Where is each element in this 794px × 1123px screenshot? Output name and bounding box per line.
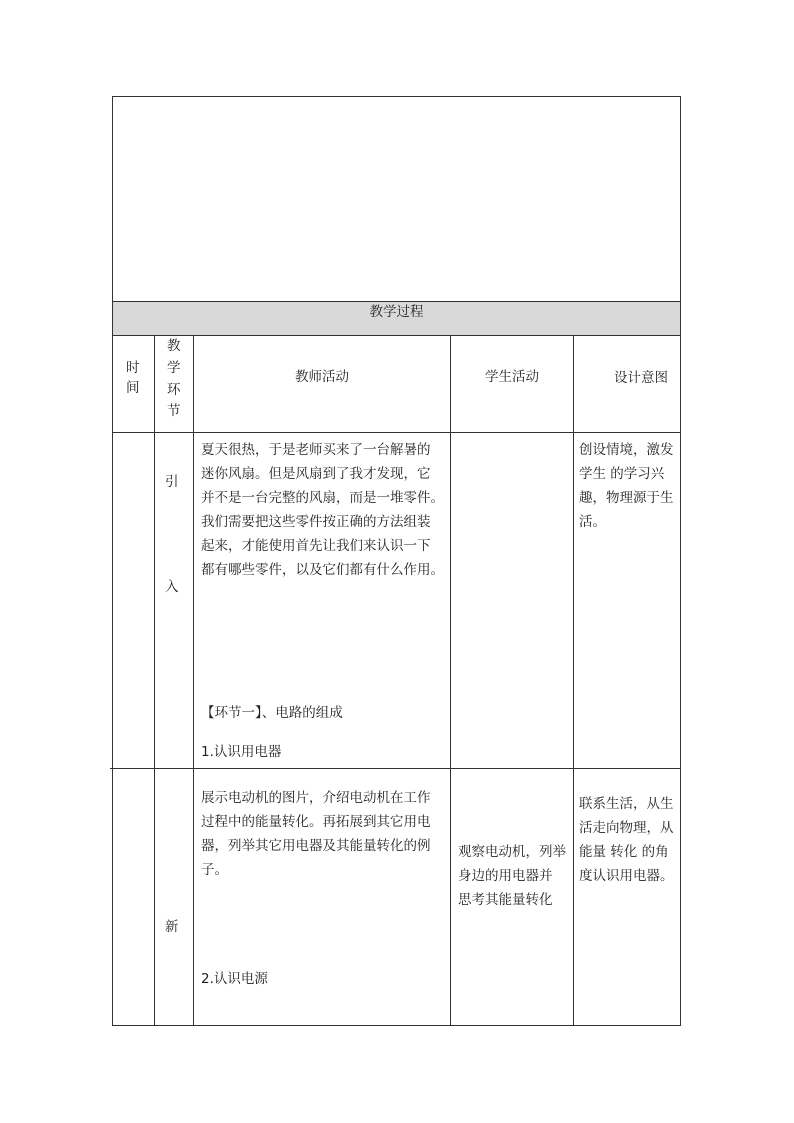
column-divider <box>450 335 451 1026</box>
text-line: 并不是一台完整的风扇，而是一堆零件。 <box>201 490 444 506</box>
divider <box>112 335 681 336</box>
text-line: 夏天很热，于是老师买来了一台解暑的 <box>201 442 431 458</box>
text-line: 器，列举其它用电器及其能量转化的例 <box>201 838 431 854</box>
text-line: 活。 <box>579 514 606 530</box>
header-teacher-activity: 教师活动 <box>295 369 349 385</box>
student-activity-new <box>458 840 572 912</box>
text-line: 起来，才能使用首先让我们来认识一下 <box>201 538 431 554</box>
design-intent-new <box>579 792 679 888</box>
text-line: 创设情境，激发 <box>579 442 674 458</box>
text-line: 思考其能量转化 <box>458 892 553 908</box>
column-divider <box>193 335 194 1026</box>
section-heading: 【环节一】、电路的组成 <box>201 705 343 721</box>
teacher-activity-new <box>201 786 449 882</box>
text-line: 度认识用电器。 <box>579 868 674 884</box>
sub-heading-appliance: 1.认识用电器 <box>201 744 282 760</box>
text-line: 学生 的学习兴 <box>579 466 665 482</box>
header-stage-char-3: 环 <box>167 382 181 398</box>
section-title: 教学过程 <box>369 304 424 320</box>
text-line: 观察电动机，列举 <box>458 844 566 860</box>
column-divider <box>154 335 155 1026</box>
stage-char-intro-1: 引 <box>165 474 179 490</box>
header-stage-char-1: 教 <box>167 338 181 354</box>
text-line: 子。 <box>201 862 228 878</box>
stage-char-intro-2: 入 <box>165 579 179 595</box>
divider <box>112 301 681 302</box>
text-line: 我们需要把这些零件按正确的方法组装 <box>201 514 431 530</box>
text-line: 联系生活，从生 <box>579 796 674 812</box>
header-time-char-1: 时 <box>126 360 140 376</box>
text-line: 身边的用电器并 <box>458 868 553 884</box>
text-line: 过程中的能量转化。再拓展到其它用电 <box>201 814 431 830</box>
stage-char-new: 新 <box>165 919 179 935</box>
divider <box>112 432 681 433</box>
text-line: 活走向物理，从 <box>579 820 674 836</box>
header-student-activity: 学生活动 <box>485 369 539 385</box>
header-stage-char-2: 学 <box>167 360 181 376</box>
design-intent-intro <box>579 438 679 534</box>
text-line: 迷你风扇。但是风扇到了我才发现，它 <box>201 466 431 482</box>
sub-heading-power-source: 2.认识电源 <box>201 971 268 987</box>
header-stage-char-4: 节 <box>167 403 181 419</box>
column-divider <box>573 335 574 1026</box>
teacher-activity-intro <box>201 438 449 582</box>
text-line: 能量 转化 的角 <box>579 844 669 860</box>
header-design-intent: 设计意图 <box>614 370 668 386</box>
text-line: 展示电动机的图片，介绍电动机在工作 <box>201 790 431 806</box>
text-line: 都有哪些零件，以及它们都有什么作用。 <box>201 562 444 578</box>
divider <box>110 768 681 769</box>
header-time-char-2: 间 <box>126 380 140 396</box>
text-line: 趣，物理源于生 <box>579 490 674 506</box>
